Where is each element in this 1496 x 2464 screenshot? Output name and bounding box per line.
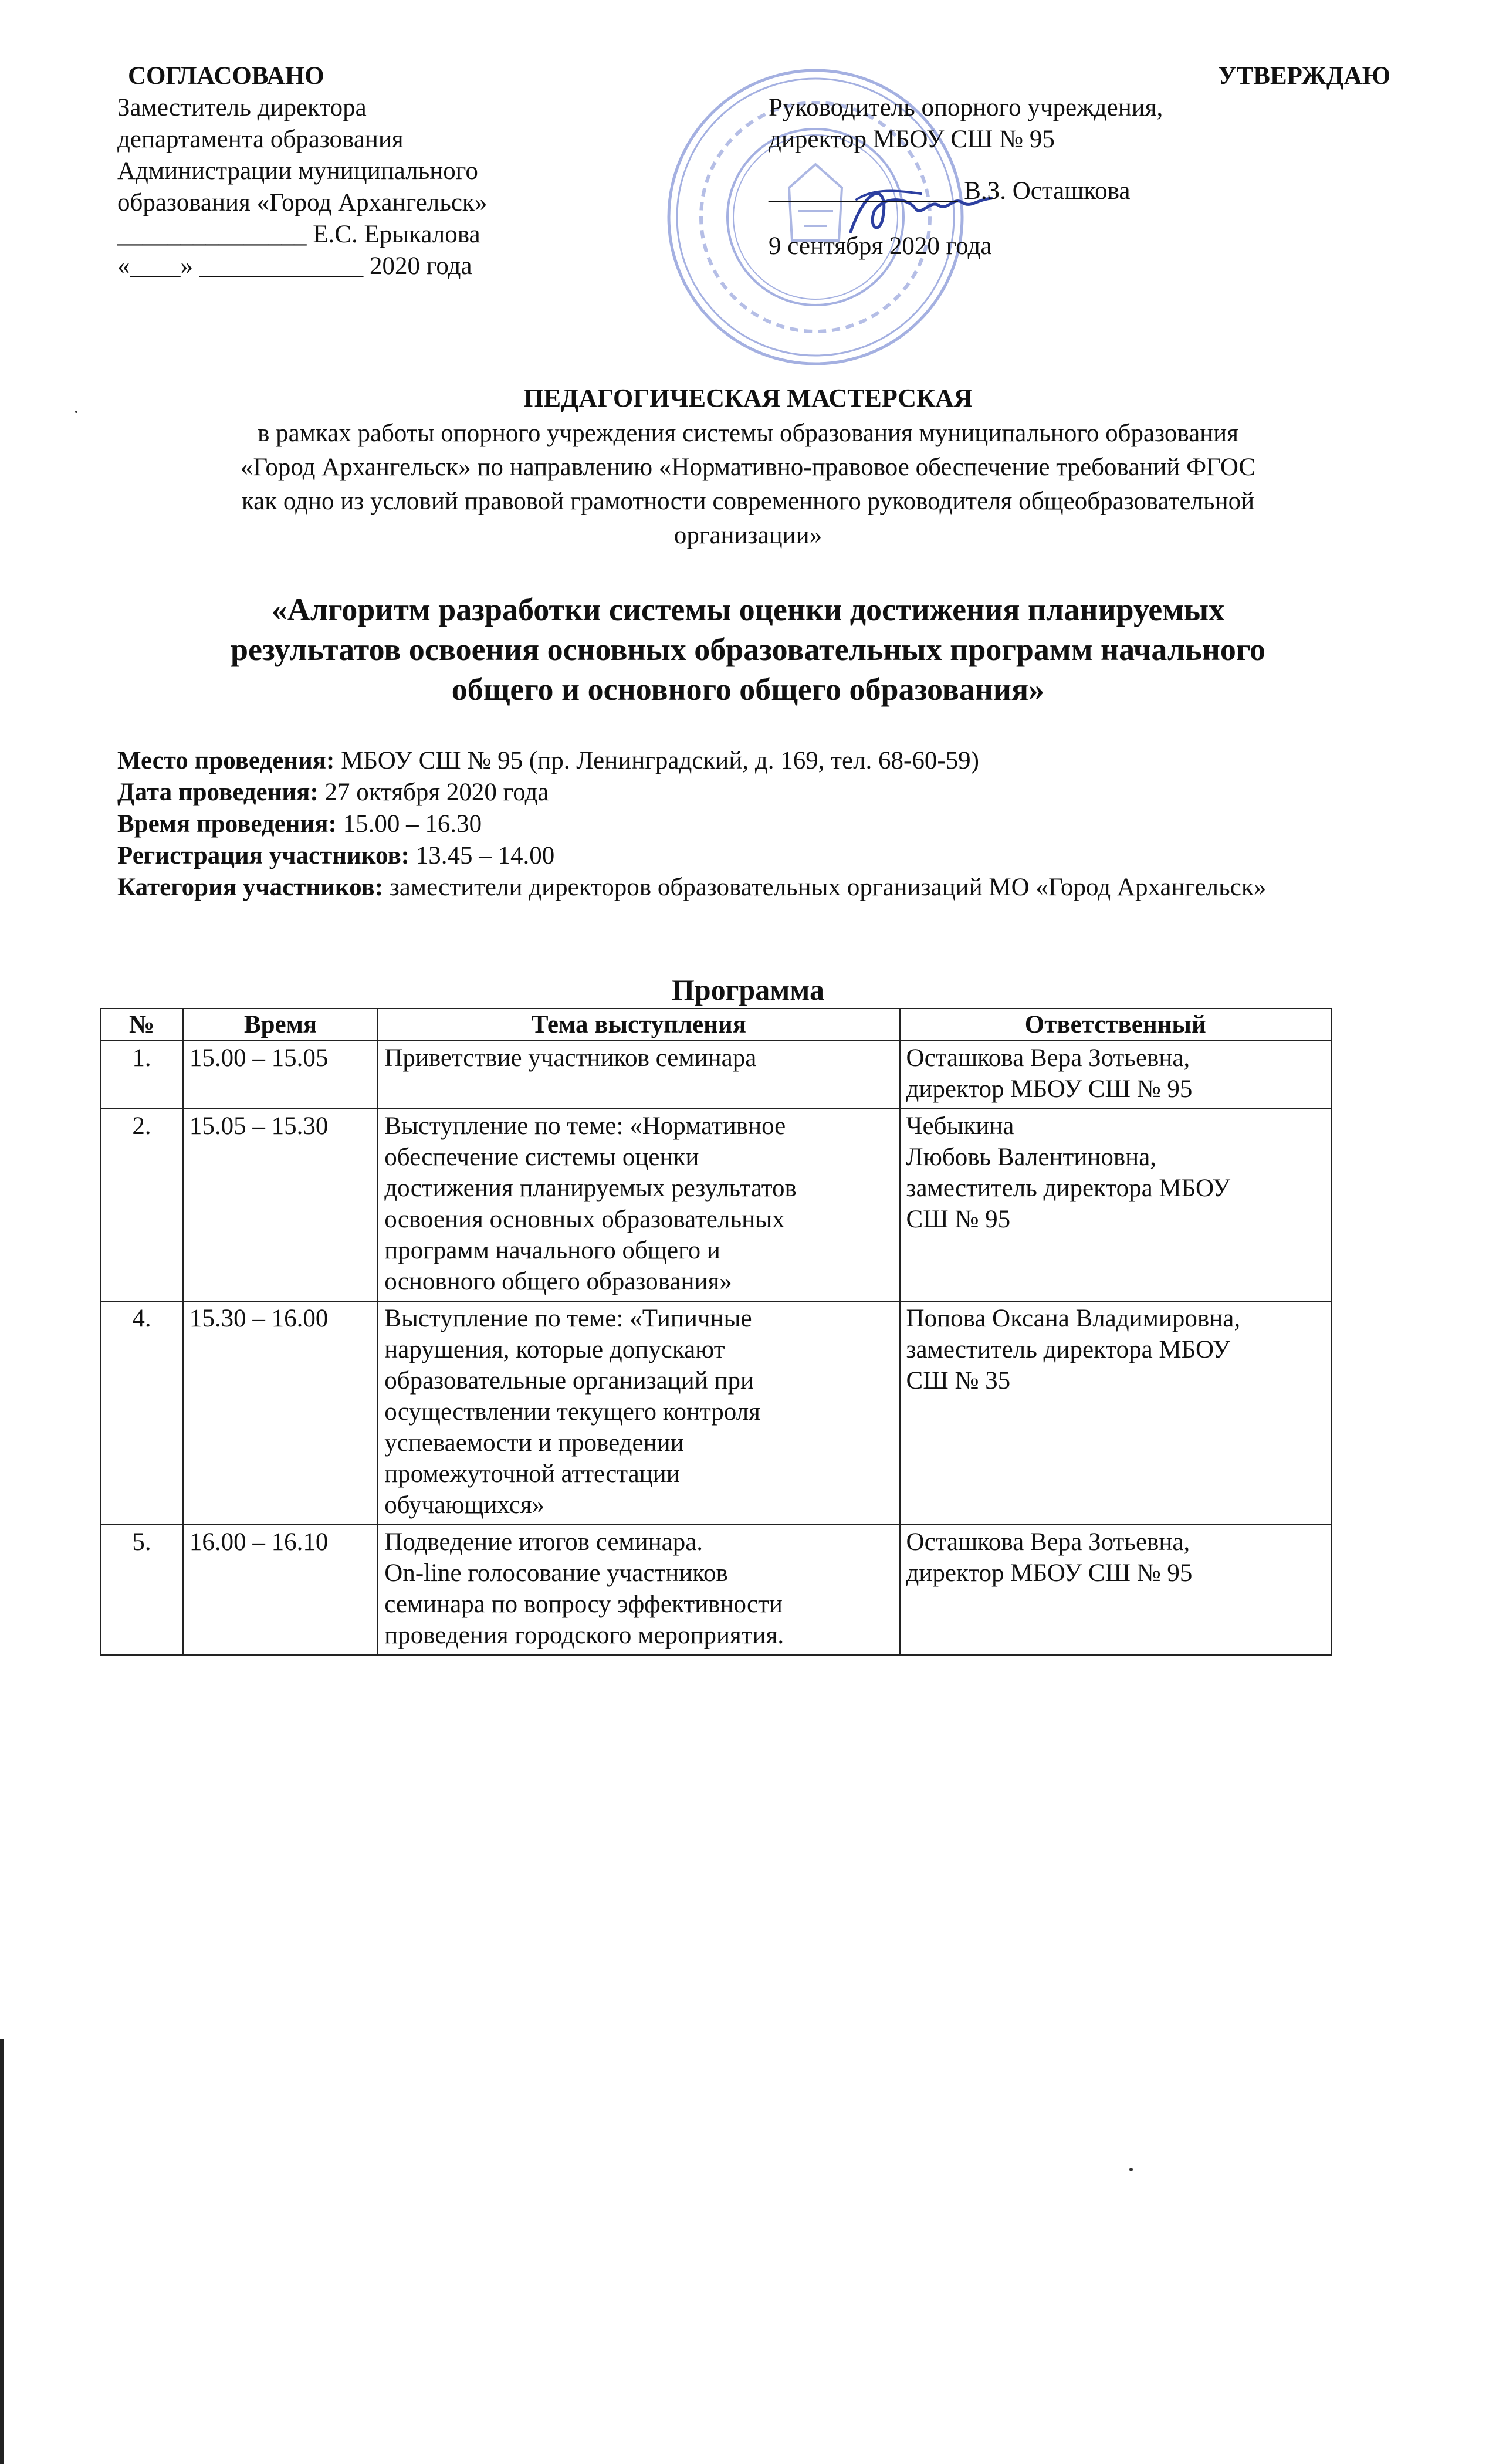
- row-responsible: Чебыкина Любовь Валентиновна, заместитель директора МБОУ СШ № 95: [900, 1109, 1331, 1301]
- event-registration: Регистрация участников: 13.45 – 14.00: [117, 842, 555, 869]
- table-row: [100, 1041, 1331, 1109]
- approval-left-line: образования «Город Архангельск»: [117, 189, 488, 216]
- event-details: [117, 745, 1332, 903]
- row-time: 16.00 – 16.10: [183, 1525, 378, 1655]
- event-place: Место проведения: МБОУ СШ № 95 (пр. Ленинградский, д. 169, тел. 68-60-59): [117, 747, 980, 774]
- topic-line: результатов освоения основных образовательных программ начального: [230, 632, 1266, 667]
- column-header-responsible: Ответственный: [900, 1008, 1331, 1041]
- topic-line: «Алгоритм разработки системы оценки достижения планируемых: [271, 592, 1225, 627]
- approval-left-line: департамента образования: [117, 126, 404, 153]
- row-number: 1.: [100, 1041, 183, 1109]
- row-time: 15.00 – 15.05: [183, 1041, 378, 1109]
- row-responsible: Осташкова Вера Зотьевна, директор МБОУ СШ № 95: [900, 1525, 1331, 1655]
- table-header-row: [100, 1008, 1331, 1041]
- subheading-line: как одно из условий правовой грамотности современного руководителя общеобразовательной: [241, 488, 1255, 515]
- document-subheading: [82, 417, 1414, 553]
- program-title: Программа: [672, 973, 824, 1006]
- document-heading: ПЕДАГОГИЧЕСКАЯ МАСТЕРСКАЯ: [523, 384, 973, 412]
- scan-speck: [75, 411, 77, 413]
- subheading-line: «Город Архангельск» по направлению «Нормативно-правовое обеспечение требований ФГОС: [240, 453, 1256, 481]
- event-category: Категория участников: заместители директоров образовательных организаций МО «Город Архангельск»: [117, 874, 1267, 901]
- row-topic: Приветствие участников семинара: [378, 1041, 899, 1109]
- approval-left-line: Заместитель директора: [117, 94, 367, 121]
- approval-right-date: 9 сентября 2020 года: [769, 232, 992, 260]
- approval-right-signature-line: _______________ В.З. Осташкова: [769, 177, 1131, 205]
- table-row: [100, 1109, 1331, 1301]
- subheading-line: в рамках работы опорного учреждения системы образования муниципального образования: [258, 419, 1238, 447]
- approval-left-signature-line: _______________ Е.С. Ерыкалова: [117, 221, 480, 248]
- approval-left-title: СОГЛАСОВАНО: [128, 62, 324, 90]
- program-table: [100, 1008, 1332, 1656]
- table-row: [100, 1525, 1331, 1655]
- row-number: 5.: [100, 1525, 183, 1655]
- topic-line: общего и основного общего образования»: [451, 672, 1045, 707]
- row-number: 4.: [100, 1301, 183, 1525]
- table-row: [100, 1301, 1331, 1525]
- approval-right-block: [769, 60, 1390, 262]
- row-topic: Выступление по теме: «Типичные нарушения, которые допускают образовательные организаций при осуществлении текущего контроля успеваемости и проведении промежуточной аттестации обучающихся»: [378, 1301, 899, 1525]
- scan-edge-line: [0, 2039, 4, 2464]
- row-topic: Подведение итогов семинара. On-line голосование участников семинара по вопросу эффективности проведения городского мероприятия.: [378, 1525, 899, 1655]
- row-topic: Выступление по теме: «Нормативное обеспечение системы оценки достижения планируемых результатов освоения основных образовательных программ начального общего и основного общего образования»: [378, 1109, 899, 1301]
- column-header-number: №: [100, 1008, 183, 1041]
- row-responsible: Осташкова Вера Зотьевна, директор МБОУ СШ № 95: [900, 1041, 1331, 1109]
- event-date: Дата проведения: 27 октября 2020 года: [117, 779, 549, 806]
- row-number: 2.: [100, 1109, 183, 1301]
- subheading-line: организации»: [673, 522, 823, 549]
- event-time: Время проведения: 15.00 – 16.30: [117, 810, 482, 838]
- approval-left-line: Администрации муниципального: [117, 157, 478, 185]
- row-time: 15.05 – 15.30: [183, 1109, 378, 1301]
- approval-right-line: Руководитель опорного учреждения,: [769, 94, 1163, 121]
- approval-left-date-line: «____» _____________ 2020 года: [117, 252, 472, 280]
- approval-right-title: УТВЕРЖДАЮ: [1218, 62, 1390, 90]
- scan-speck: [1129, 2168, 1133, 2171]
- column-header-time: Время: [183, 1008, 378, 1041]
- column-header-topic: Тема выступления: [378, 1008, 899, 1041]
- row-responsible: Попова Оксана Владимировна, заместитель директора МБОУ СШ № 35: [900, 1301, 1331, 1525]
- approval-right-line: директор МБОУ СШ № 95: [769, 126, 1055, 153]
- row-time: 15.30 – 16.00: [183, 1301, 378, 1525]
- approval-left-block: [117, 60, 645, 282]
- seminar-topic: [82, 590, 1414, 709]
